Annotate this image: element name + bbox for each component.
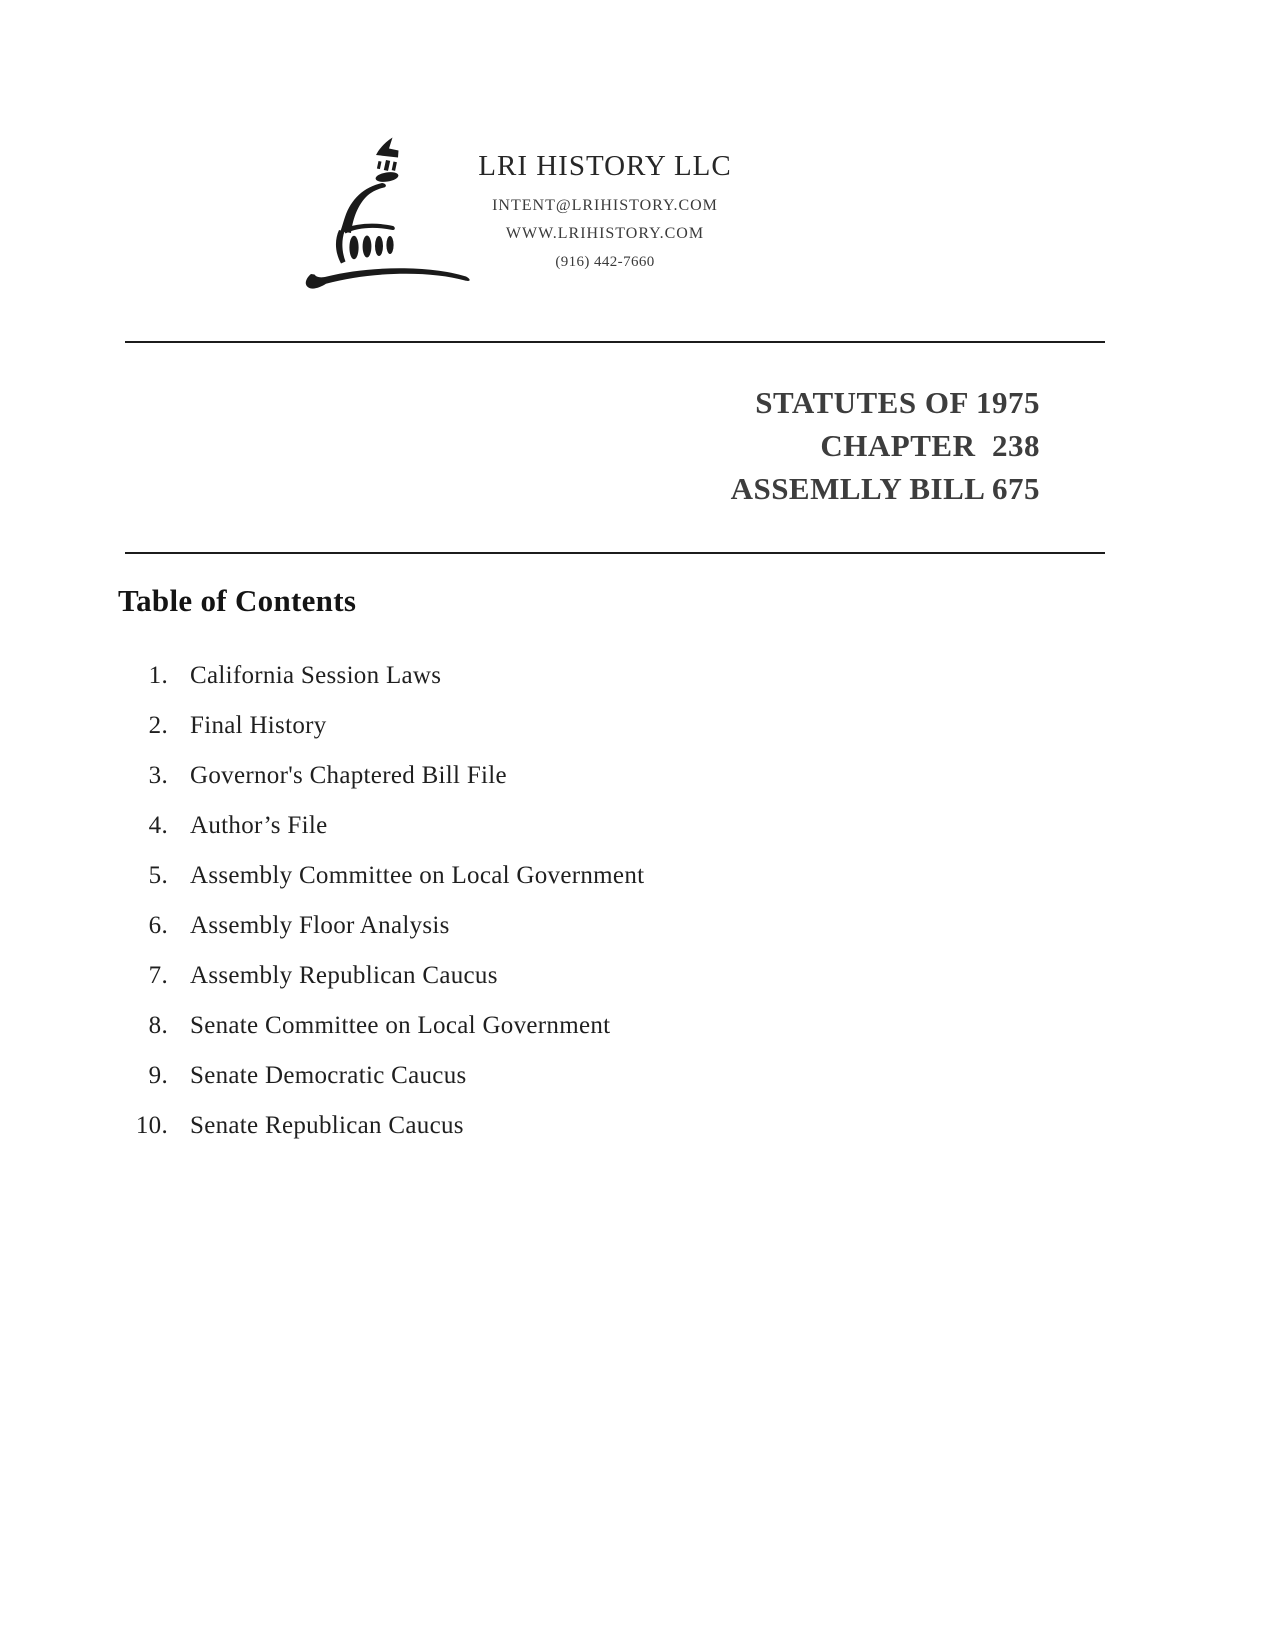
company-phone: (916) 442-7660 bbox=[555, 254, 655, 270]
toc-item-label: Assembly Floor Analysis bbox=[190, 912, 450, 939]
chapter-line: CHAPTER 238 bbox=[820, 428, 1040, 463]
horizontal-rule-bottom bbox=[125, 552, 1105, 554]
toc-item bbox=[100, 751, 1000, 801]
toc-item-number: 7. bbox=[148, 962, 168, 989]
toc-item bbox=[100, 851, 1000, 901]
toc-item bbox=[100, 951, 1000, 1001]
statutes-line: STATUTES OF 1975 bbox=[755, 385, 1040, 420]
toc-item bbox=[100, 1001, 1000, 1051]
company-email: INTENT@LRIHISTORY.COM bbox=[492, 197, 718, 214]
toc-item bbox=[100, 901, 1000, 951]
toc-item-number: 8. bbox=[148, 1012, 168, 1039]
toc-item bbox=[100, 801, 1000, 851]
toc-item bbox=[100, 1051, 1000, 1101]
company-website: WWW.LRIHISTORY.COM bbox=[505, 225, 705, 242]
toc-item-number: 3. bbox=[148, 762, 168, 789]
toc-item-number: 4. bbox=[148, 812, 168, 839]
toc-item bbox=[100, 1101, 1000, 1151]
bill-line: ASSEMLLY BILL 675 bbox=[730, 471, 1040, 506]
toc-item-number: 6. bbox=[148, 912, 168, 939]
company-name: LRI HISTORY LLC bbox=[478, 150, 732, 182]
horizontal-rule-top bbox=[125, 341, 1105, 343]
toc-item-label: California Session Laws bbox=[190, 662, 442, 689]
toc-item-label: Governor's Chaptered Bill File bbox=[190, 762, 507, 789]
toc-item-number: 5. bbox=[148, 862, 168, 889]
toc-item-number: 2. bbox=[148, 712, 168, 739]
toc-item-number: 9. bbox=[148, 1062, 168, 1089]
toc-item-label: Senate Republican Caucus bbox=[190, 1112, 464, 1139]
toc-item-label: Senate Democratic Caucus bbox=[190, 1062, 467, 1089]
toc-item-label: Senate Committee on Local Government bbox=[190, 1012, 611, 1039]
toc-item bbox=[100, 701, 1000, 751]
toc-heading: Table of Contents bbox=[118, 583, 357, 618]
toc-item-label: Assembly Committee on Local Government bbox=[190, 862, 645, 889]
toc-item-label: Final History bbox=[190, 712, 327, 739]
toc-item-number: 10. bbox=[135, 1112, 168, 1139]
company-header bbox=[440, 150, 770, 276]
toc-item bbox=[100, 651, 1000, 701]
toc-item-label: Author’s File bbox=[190, 812, 328, 839]
toc-list bbox=[100, 651, 1000, 1151]
toc-item-label: Assembly Republican Caucus bbox=[190, 962, 498, 989]
document-info-block bbox=[731, 381, 1040, 510]
toc-item-number: 1. bbox=[148, 662, 168, 689]
contact-block bbox=[440, 192, 770, 276]
